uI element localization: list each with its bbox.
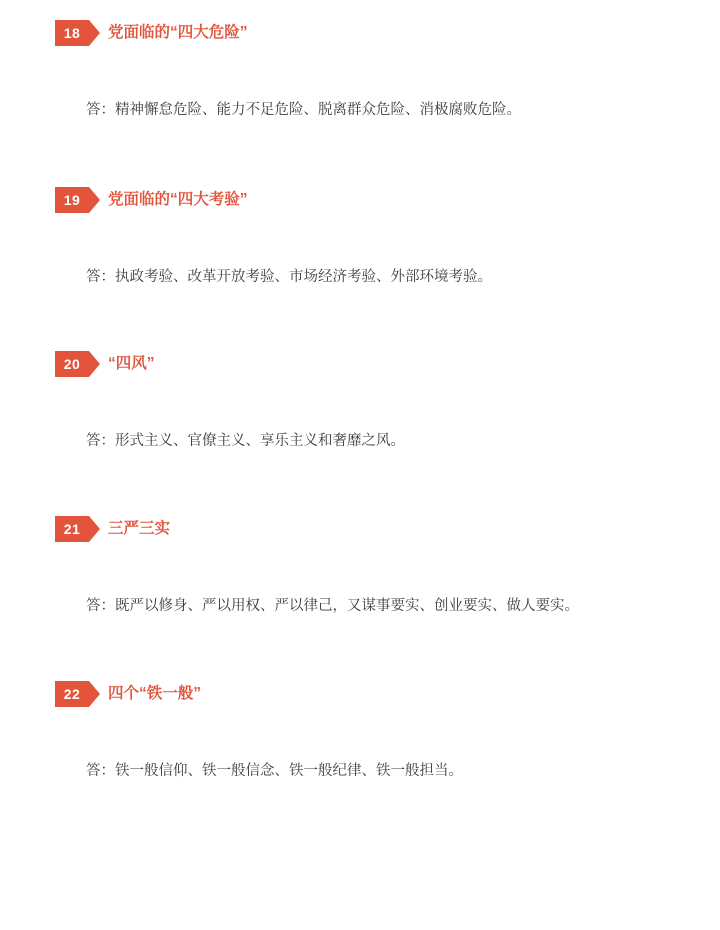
- qa-block: [0, 123, 720, 290]
- question-number-badge: 18: [55, 20, 89, 46]
- qa-heading: [55, 187, 720, 213]
- question-title: “四风”: [108, 355, 155, 373]
- question-number-badge: 22: [55, 681, 89, 707]
- qa-block: [0, 619, 720, 784]
- answer-text: 答：形式主义、官僚主义、享乐主义和奢靡之风。: [86, 433, 405, 450]
- question-number-badge: 20: [55, 351, 89, 377]
- answer-text: 答：既严以修身、严以用权、严以律己，又谋事要实、创业要实、做人要实。: [86, 597, 579, 614]
- qa-block: [0, 289, 720, 454]
- answer-text: 答：铁一般信仰、铁一般信念、铁一般纪律、铁一般担当。: [86, 762, 463, 779]
- qa-heading: [55, 20, 720, 46]
- qa-heading: [55, 681, 720, 707]
- question-title: 四个“铁一般”: [108, 684, 202, 702]
- answer-text: 答：执政考验、改革开放考验、市场经济考验、外部环境考验。: [86, 268, 492, 285]
- question-title: 党面临的“四大考验”: [108, 190, 248, 208]
- arrow-right-icon: [89, 681, 100, 707]
- question-title: 党面临的“四大危险”: [108, 24, 248, 41]
- qa-block: [0, 454, 720, 619]
- arrow-right-icon: [89, 351, 100, 377]
- qa-heading: [55, 351, 720, 377]
- question-number-badge: 19: [55, 187, 89, 213]
- question-title: 三严三实: [108, 519, 171, 537]
- question-number-badge: 21: [55, 516, 89, 542]
- arrow-right-icon: [89, 516, 100, 542]
- answer-text: 答：精神懈怠危险、能力不足危险、脱离群众危险、消极腐败危险。: [86, 102, 521, 118]
- qa-heading: [55, 516, 720, 542]
- arrow-right-icon: [89, 187, 100, 213]
- qa-block: [0, 0, 720, 123]
- arrow-right-icon: [89, 20, 100, 46]
